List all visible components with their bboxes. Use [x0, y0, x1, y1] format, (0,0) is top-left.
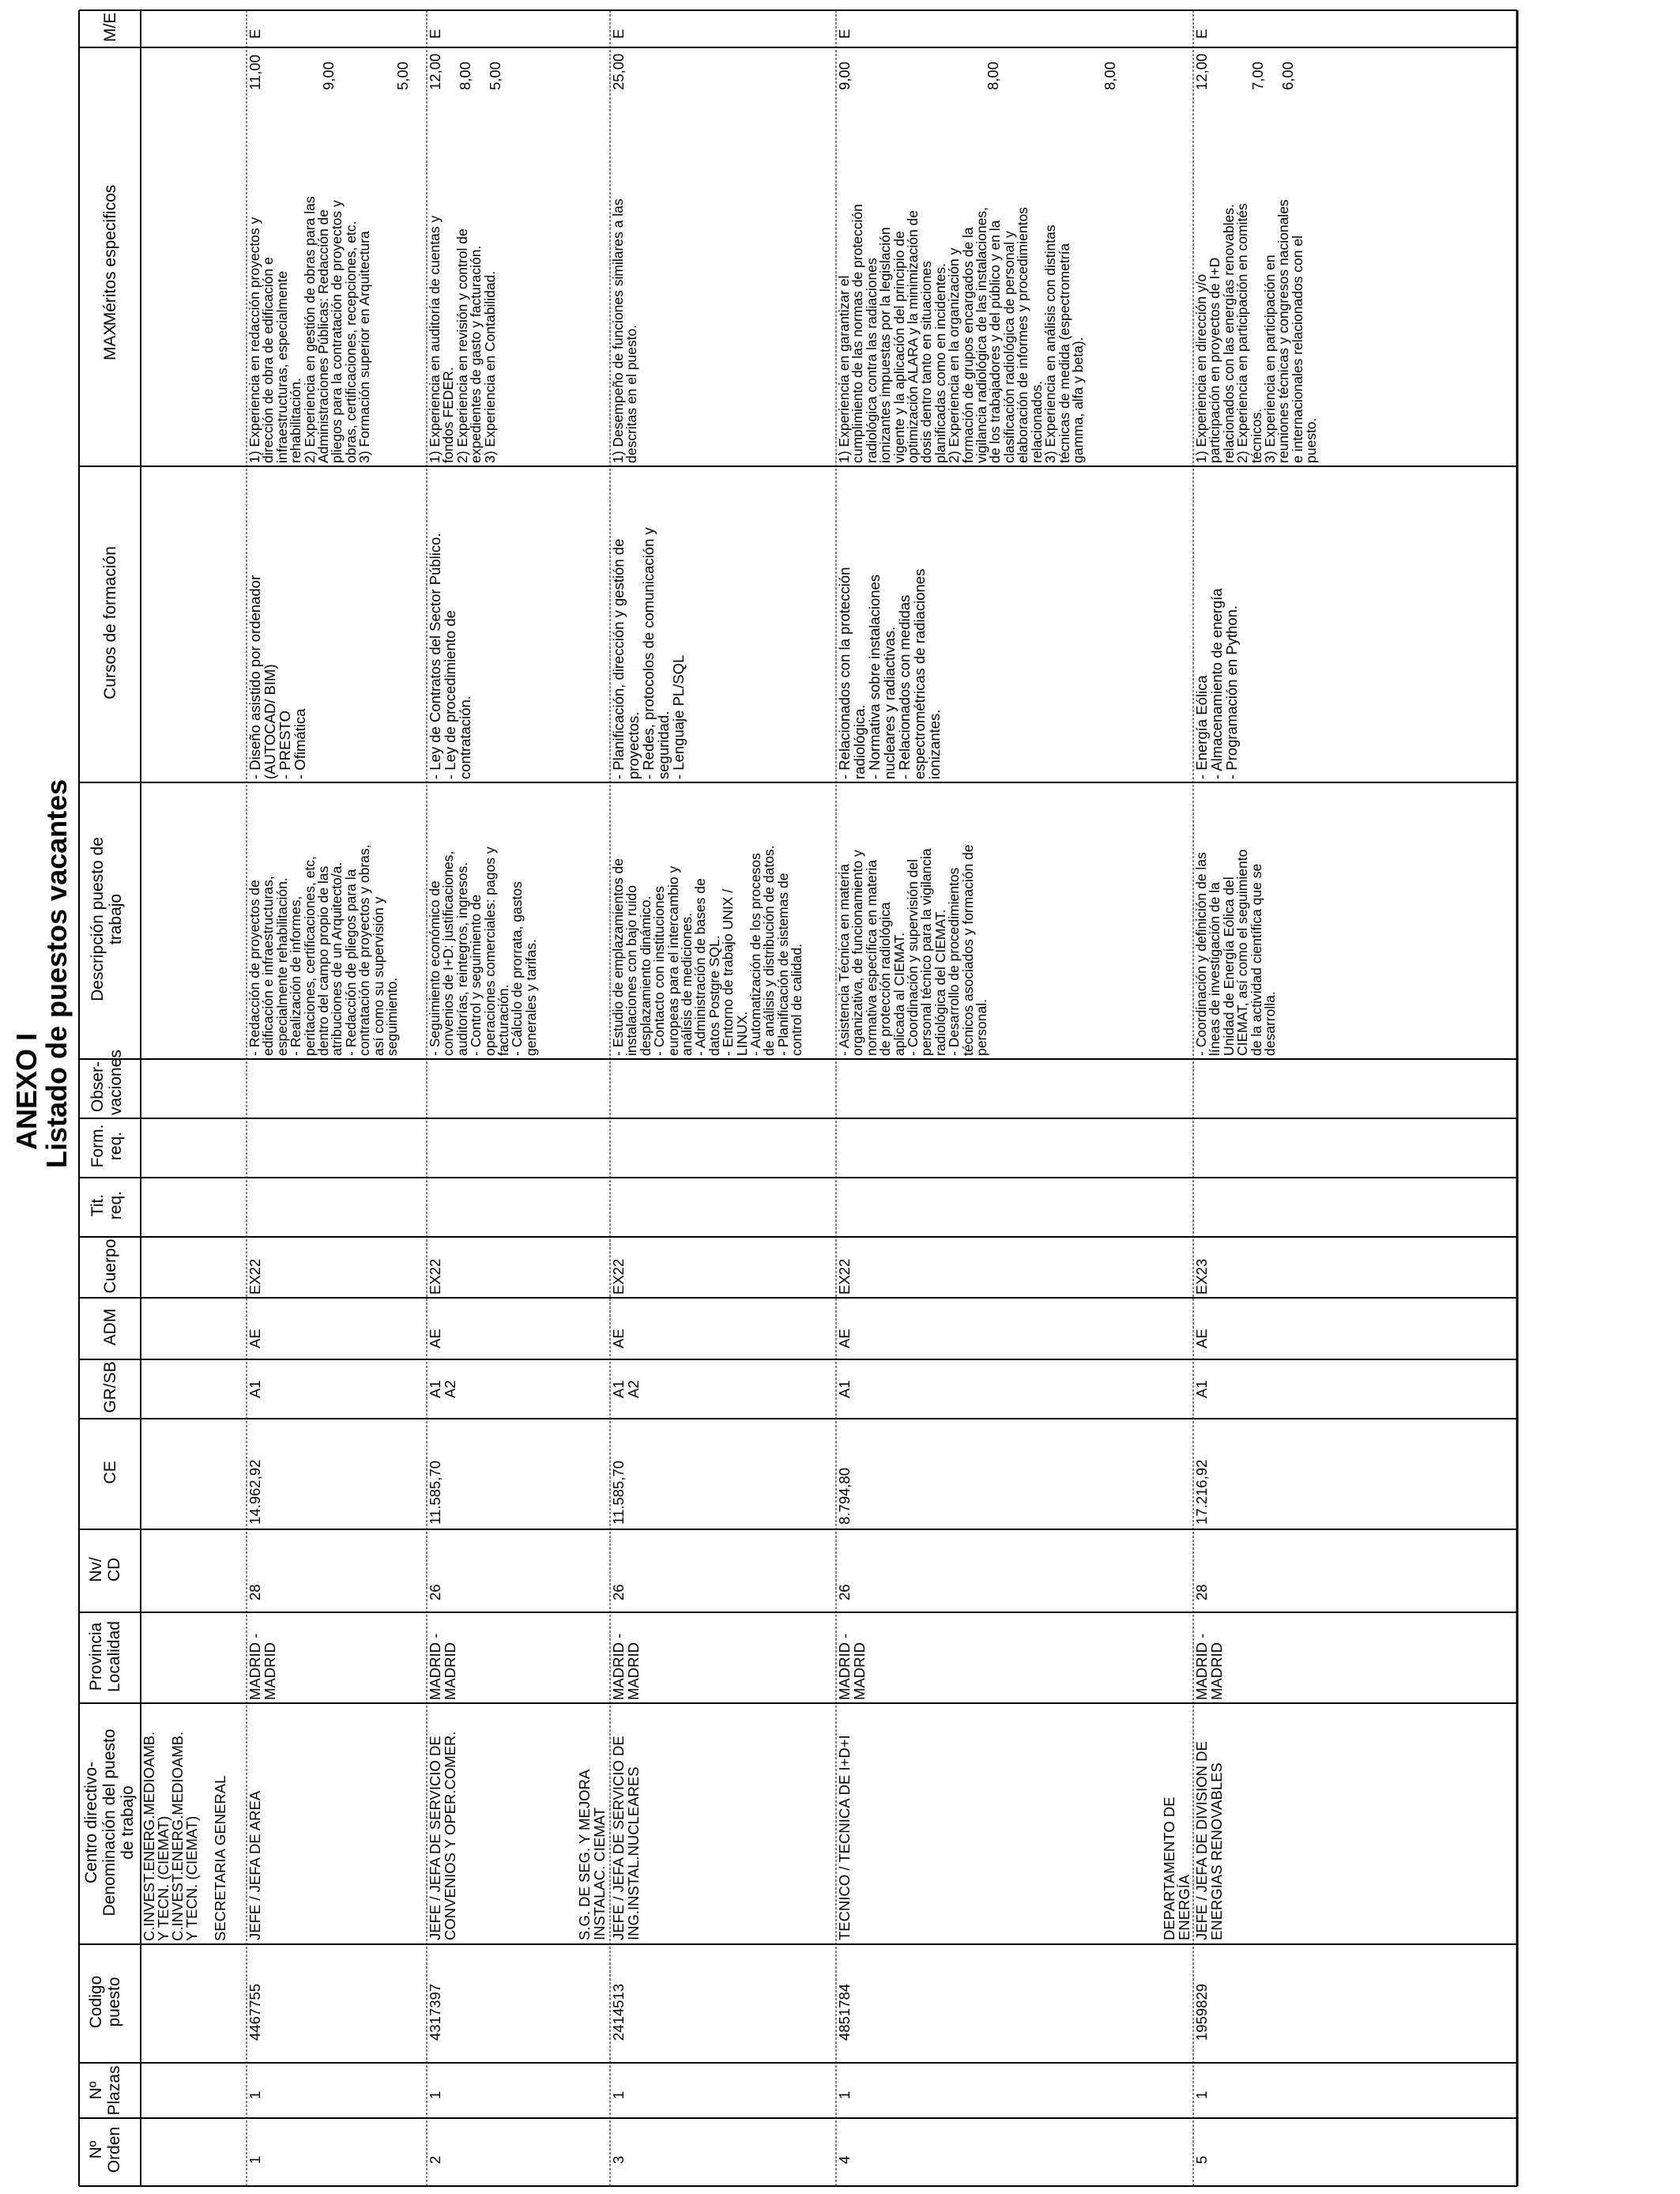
header-me: M/E — [101, 12, 119, 43]
cell-max: 12,00 — [427, 53, 443, 90]
document-subtitle: Listado de puestos vacantes — [40, 778, 73, 1168]
cell-descripcion: - Coordinación y definición de las líneas de investigación de la Unidad de Energía Eólica del CIEMAT, así como el seguimiento de la actividad científica que se desarrolla. — [1193, 849, 1279, 1056]
cell-nivel: 26 — [836, 1584, 853, 1600]
cell-grupo: A1 — [247, 1380, 263, 1398]
header-codigo: Codigo puesto — [87, 1975, 123, 2029]
cell-codigo: 4317397 — [427, 1983, 443, 2041]
cell-provincia: MADRID - MADRID — [610, 1633, 642, 1700]
unit-label: S.G. DE SEG. Y MEJORA INSTALAC. CIEMAT — [576, 1769, 608, 1940]
cell-grupo: A1 — [1193, 1380, 1210, 1398]
cell-max: 5,00 — [394, 61, 411, 90]
cell-denominacion: TECNICO / TECNICA DE I+D+I — [836, 1735, 853, 1940]
cell-max: 8,00 — [985, 61, 1001, 90]
header-nivel: Nv/ CD — [87, 1557, 123, 1582]
header-cursos: Cursos de formación — [101, 546, 119, 699]
cell-meritos: 1) Desempeño de funciones similares a las descritas en el puesto. — [610, 198, 640, 463]
cell-meritos: 1) Experiencia en dirección y/o participación en proyectos de I+D relacionados con las energías renovables. 2) Experiencia en participación en comités técnicos. 3) Experiencia en participación en reuniones técnicas y congresos nacionales e internacionales relacionados con el puesto. — [1193, 199, 1320, 463]
section-header-centro: C.INVEST.ENERG.MEDIOAMB. Y TECN. (CIEMAT) C.INVEST.ENERG.MEDIOAMB. Y TECN. (CIEMAT) SECRETARIA GENERAL — [141, 1731, 228, 1941]
header-meritos: Méritos especificos — [101, 184, 119, 326]
cell-orden: 4 — [836, 2155, 853, 2164]
header-observaciones: Obser- vaciones — [89, 1050, 125, 1115]
cell-provincia: MADRID - MADRID — [427, 1633, 458, 1700]
cell-cursos: - Planificación, dirección y gestión de proyectos. - Redes, protocolos de comunicación y seguridad. - Lenguaje PL/SQL — [610, 527, 687, 779]
cell-codigo: 4467755 — [247, 1983, 263, 2041]
cell-max: 12,00 — [1193, 53, 1210, 90]
cell-max: 25,00 — [610, 53, 627, 90]
cell-adm: AE — [836, 1329, 853, 1348]
cell-cuerpo: EX22 — [836, 1258, 853, 1295]
header-descripcion: Descripción puesto de trabajo — [89, 837, 125, 1001]
cell-codigo: 4851784 — [836, 1983, 853, 2041]
cell-meritos: 1) Experiencia en redacción proyectos y dirección de obra de edificación e infraestructuras, especialmente rehabilitación. 2) Experiencia en gestión de obras para las Administraciones Públicas: Redacción de pliegos para la contratación de proyectos y obras, certificaciones, recepciones, etc. 3) Formación superior en Arquitectura — [247, 196, 373, 463]
cell-orden: 3 — [610, 2155, 627, 2164]
cell-nivel: 28 — [247, 1584, 263, 1600]
cell-cursos: - Energía Eólica - Almacenamiento de energía - Programación en Python. — [1193, 588, 1240, 779]
cell-max: 8,00 — [1102, 61, 1118, 90]
cell-cuerpo: EX22 — [247, 1258, 263, 1295]
cell-orden: 5 — [1193, 2155, 1210, 2164]
cell-codigo: 1959829 — [1193, 1983, 1210, 2041]
cell-me: E — [1193, 28, 1210, 39]
cell-denominacion: JEFE / JEFA DE DIVISION DE ENERGIAS RENOVABLES — [1193, 1741, 1225, 1940]
cell-orden: 1 — [247, 2155, 263, 2164]
cell-me: E — [427, 28, 443, 39]
cell-max: 9,00 — [320, 61, 337, 90]
header-formacion: Form. req. — [89, 1124, 125, 1168]
cell-provincia: MADRID - MADRID — [1193, 1633, 1225, 1700]
cell-adm: AE — [610, 1329, 627, 1348]
cell-cursos: - Relacionados con la protección radiológica. - Normativa sobre instalaciones nucleares y radiactivas. - Relacionados con medidas espectrométricas de radiaciones ionizantes. — [836, 567, 943, 779]
cell-ce: 11.585,70 — [610, 1461, 627, 1525]
cell-descripcion: - Seguimiento económico de convenios de I+D: justificaciones, auditorías, reintegros, ingresos. - Control y seguimiento de operaciones comerciales: pagos y facturación. - Cálculo de prorrata, gastos generales y tarifas. — [427, 846, 539, 1056]
header-orden: Nº Orden — [87, 2126, 123, 2173]
header-provincia: Provincia Localidad — [87, 1621, 123, 1692]
cell-descripcion: - Redacción de proyectos de edificación e infraestructuras, especialmente rehabilitación. - Realización de informes, peritaciones, certificaciones, etc, dentro del campo propio de las atribuciones de un Arquitecto/a. - Redacción de pliegos para la contratación de proyectos y obras, así como su supervisión y seguimiento. — [247, 844, 401, 1056]
cell-meritos: 1) Experiencia en garantizar el cumplimiento de las normas de protección radiológica contra las radiaciones ionizantes impuestas por la legislación vigente y la aplicación del principio de optimización ALARA y la minimización de dosis dentro tanto en situaciones planificadas como en incidentes. 2) Experiencia en la organización y formación de grupos encargados de la vigilancia radiológica de las instalaciones, de los trabajadores y del público y en la clasificación radiológica de personal y elaboración de informes y procedimientos relacionados. 3) Experiencia en análisis con distintas técnicas de medida (espectrometría gamma, alfa y beta). — [836, 204, 1086, 463]
cell-max: 6,00 — [1279, 61, 1296, 90]
cell-nivel: 26 — [610, 1584, 627, 1600]
cell-provincia: MADRID - MADRID — [836, 1633, 868, 1700]
cell-descripcion: - Asistencia Técnica en materia organizativa, de funcionamiento y normativa específica en materia de protección radiológica aplicada al CIEMAT. - Coordinación y supervisión del personal técnico para la vigilancia radiológica del CIEMAT. - Desarrollo de procedimientos técnicos asociados y formación de personal. — [836, 844, 990, 1056]
header-centro: Centro directivo- Denominación del puesto de trabajo — [82, 1728, 137, 1917]
cell-denominacion: JEFE / JEFA DE SERVICIO DE CONVENIOS Y OPER.COMER. — [427, 1731, 458, 1940]
header-ce: CE — [101, 1461, 119, 1484]
cell-cursos: - Ley de Contratos del Sector Público. - Ley de procedimiento de contratación. — [427, 533, 473, 779]
cell-adm: AE — [427, 1329, 443, 1348]
cell-adm: AE — [1193, 1329, 1210, 1348]
cell-provincia: MADRID - MADRID — [247, 1633, 278, 1700]
cell-denominacion: JEFE / JEFA DE AREA — [247, 1790, 263, 1940]
cell-adm: AE — [247, 1329, 263, 1348]
cell-cuerpo: EX22 — [610, 1258, 627, 1295]
header-titulacion: Tit. req. — [89, 1190, 125, 1220]
cell-ce: 11.585,70 — [427, 1461, 443, 1525]
cell-max: 5,00 — [487, 61, 503, 90]
cell-max: 8,00 — [457, 61, 473, 90]
cell-max: 9,00 — [836, 61, 853, 90]
cell-cuerpo: EX22 — [427, 1258, 443, 1295]
cell-me: E — [836, 28, 853, 39]
cell-plazas: 1 — [247, 2090, 263, 2099]
header-grupo: GR/SB — [101, 1361, 119, 1413]
cell-plazas: 1 — [836, 2090, 853, 2099]
cell-ce: 8.794,80 — [836, 1467, 853, 1525]
cell-max: 11,00 — [247, 55, 263, 90]
cell-orden: 2 — [427, 2155, 443, 2164]
cell-grupo: A1 — [836, 1380, 853, 1398]
cell-cuerpo: EX23 — [1193, 1258, 1210, 1295]
cell-plazas: 1 — [610, 2090, 627, 2099]
cell-me: E — [610, 28, 627, 39]
cell-nivel: 28 — [1193, 1584, 1210, 1600]
cell-descripcion: - Estudio de emplazamientos de instalaciones con bajo ruido desplazamiento dinámico. - Contacto con instituciones europeas para el intercambio y análisis de mediciones. - Administración de bases de datos Postgre SQL. - Entorno de trabajo UNIX / LINUX. - Automatización de los procesos de análisis y distribución de datos. - Planificación de sistemas de control de calidad. — [610, 845, 805, 1056]
header-cuerpo: Cuerpo — [101, 1238, 119, 1294]
cell-plazas: 1 — [427, 2090, 443, 2099]
cell-codigo: 2414513 — [610, 1983, 627, 2041]
cell-max: 7,00 — [1249, 61, 1266, 90]
cell-ce: 17.216,92 — [1193, 1459, 1210, 1525]
cell-meritos: 1) Experiencia en auditoría de cuentas y fondos FEDER. 2) Experiencia en revisión y control de expedientes de gasto y facturación. 3) Experiencia en Contabilidad. — [427, 215, 498, 463]
header-plazas: Nº Plazas — [87, 2065, 123, 2116]
header-adm: ADM — [101, 1308, 119, 1346]
cell-me: E — [247, 28, 263, 39]
cell-nivel: 26 — [427, 1584, 443, 1600]
cell-denominacion: JEFE / JEFA DE SERVICIO DE ING.INSTAL.NUCLEARES — [610, 1736, 642, 1940]
cell-ce: 14.962,92 — [247, 1459, 263, 1525]
cell-grupo: A1 A2 — [427, 1380, 458, 1398]
cell-cursos: - Diseño asistido por ordenador (AUTOCAD/ BIM) - PRESTO - Ofimática — [247, 575, 308, 779]
cell-grupo: A1 A2 — [610, 1380, 642, 1398]
document-title: ANEXO I — [10, 1032, 43, 1150]
header-max: MAX — [101, 324, 119, 360]
unit-label: DEPARTAMENTO DE ENERGÍA — [1161, 1796, 1192, 1940]
cell-plazas: 1 — [1193, 2090, 1210, 2099]
